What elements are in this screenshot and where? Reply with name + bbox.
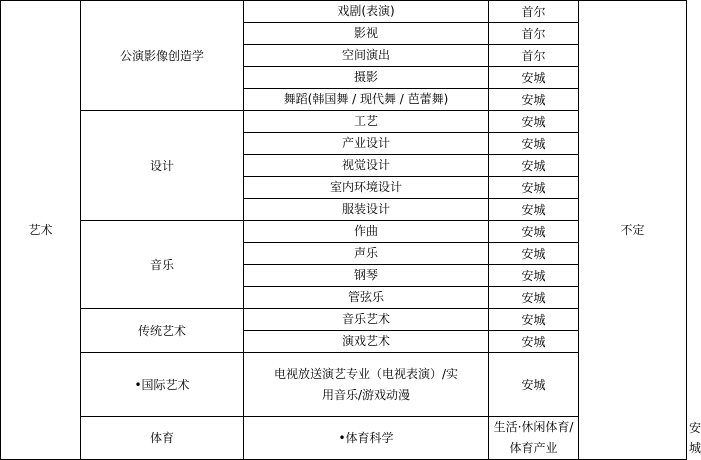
program-cell: 影视	[244, 23, 489, 45]
campus-cell: 安城	[489, 331, 579, 353]
campus-cell: 安城	[489, 221, 579, 243]
campus-cell: 安城	[489, 243, 579, 265]
campus-cell: 安城	[489, 265, 579, 287]
campus-cell: 安城	[489, 177, 579, 199]
program-cell: 生活·休闲体育/体育产业	[489, 417, 579, 460]
department-cell: 音乐	[81, 221, 244, 309]
program-cell: 管弦乐	[244, 287, 489, 309]
campus-cell: 首尔	[489, 45, 579, 67]
program-cell: 产业设计	[244, 133, 489, 155]
department-cell: 公演影像创造学	[81, 1, 244, 111]
program-cell: 空间演出	[244, 45, 489, 67]
campus-cell: 安城	[489, 309, 579, 331]
program-cell: 服装设计	[244, 199, 489, 221]
campus-cell: 安城	[489, 67, 579, 89]
field-cell-sports: 体育	[81, 417, 244, 460]
program-cell: 电视放送演艺专业（电视表演）/实用音乐/游戏动漫	[244, 353, 489, 417]
department-cell: 设计	[81, 111, 244, 221]
department-cell: 传统艺术	[81, 309, 244, 353]
program-cell: 钢琴	[244, 265, 489, 287]
table-row	[1, 1, 687, 23]
program-cell: 作曲	[244, 221, 489, 243]
program-cell: 演戏艺术	[244, 331, 489, 353]
campus-cell: 首尔	[489, 23, 579, 45]
program-cell: 视觉设计	[244, 155, 489, 177]
department-cell: •体育科学	[244, 417, 489, 460]
campus-cell: 安城	[489, 155, 579, 177]
campus-cell: 安城	[489, 353, 579, 417]
program-cell: 声乐	[244, 243, 489, 265]
campus-cell: 安城	[489, 287, 579, 309]
campus-cell: 安城	[489, 89, 579, 111]
program-cell: 摄影	[244, 67, 489, 89]
program-cell: 舞蹈(韩国舞 / 现代舞 / 芭蕾舞)	[244, 89, 489, 111]
program-cell: 音乐艺术	[244, 309, 489, 331]
campus-cell: 首尔	[489, 1, 579, 23]
campus-cell: 安城	[489, 133, 579, 155]
table-row: 体育 •体育科学 生活·休闲体育/体育产业 安城	[1, 417, 687, 460]
program-cell: 工艺	[244, 111, 489, 133]
program-cell: 室内环境设计	[244, 177, 489, 199]
program-cell: 戏剧(表演)	[244, 1, 489, 23]
department-cell: •国际艺术	[81, 353, 244, 417]
campus-cell: 安城	[489, 199, 579, 221]
field-cell-art: 艺术	[1, 1, 81, 460]
campus-cell: 安城	[489, 111, 579, 133]
note-cell: 不定	[579, 1, 687, 460]
